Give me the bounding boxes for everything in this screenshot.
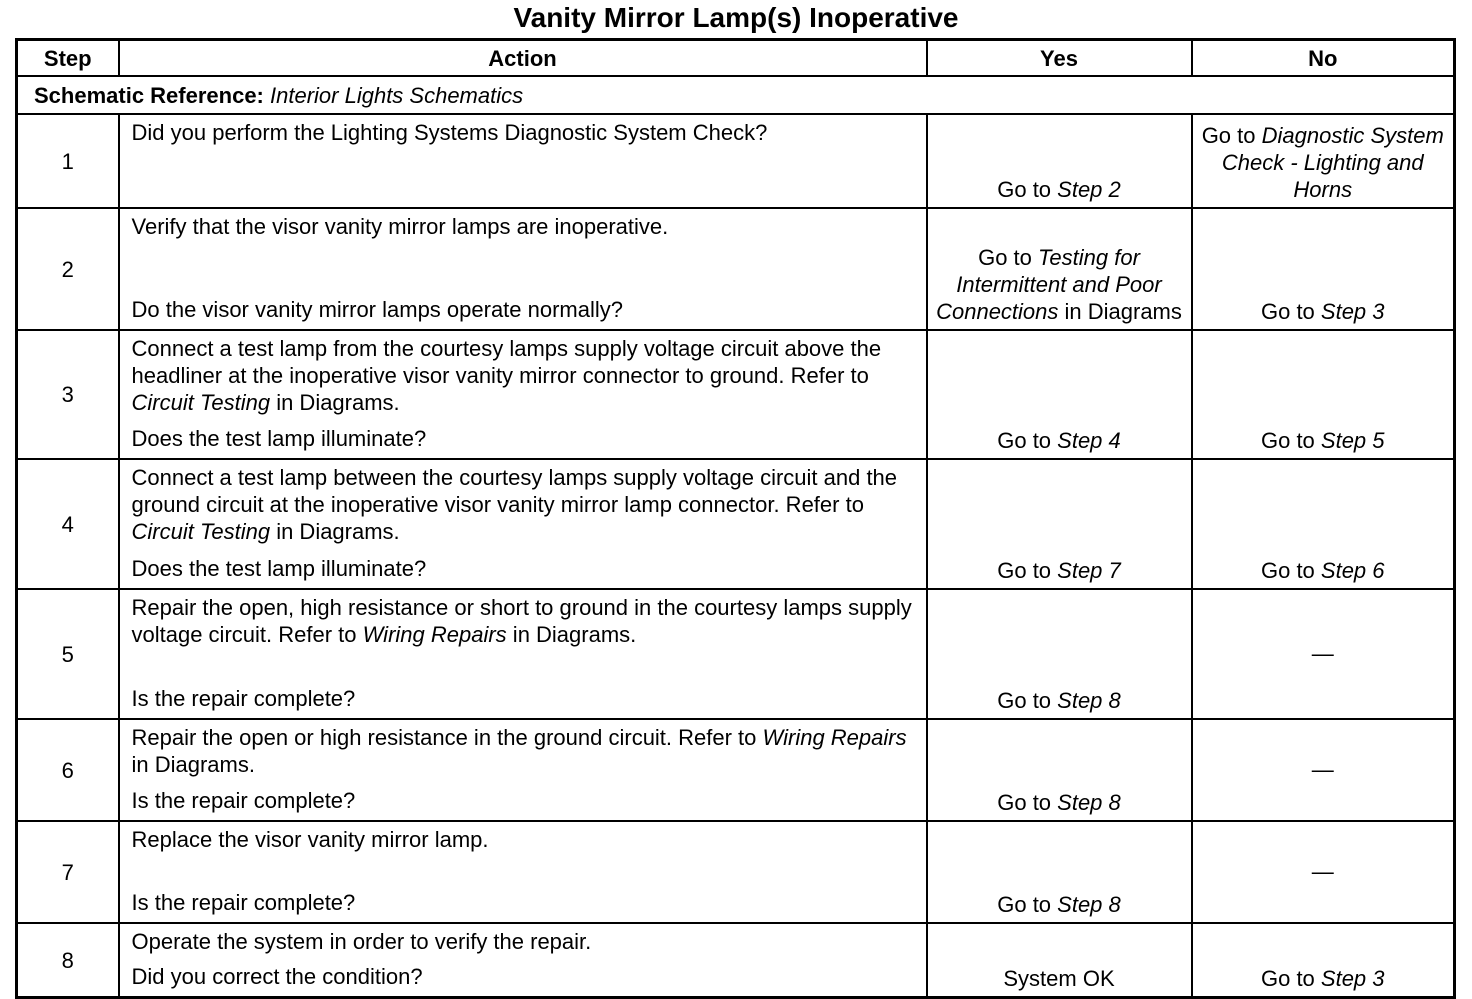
no-cell [1192,589,1455,719]
header-yes: Yes [927,40,1192,77]
yes-text: Go to [997,428,1058,453]
no-cell [1192,719,1455,821]
yes-cell [927,459,1192,589]
diagnostic-table [15,38,1456,999]
table-row [17,459,1455,589]
action-text: Connect a test lamp between the courtesy lamps supply voltage circuit and the ground circuit at the inoperative visor vanity mirror lamp connector. Refer to [131,465,898,517]
header-no: No [1192,40,1455,77]
step-number: 5 [17,589,119,719]
action-cell [119,821,927,923]
action-question [132,425,914,452]
action-text: Did you perform the Lighting Systems Diagnostic System Check? [131,120,768,145]
action-text: Repair the open or high resistance in the ground circuit. Refer to [131,725,763,750]
no-cell [1192,923,1455,998]
step-number: 6 [17,719,119,821]
table-row [17,208,1455,330]
action-content [132,594,914,712]
table-row [17,923,1455,998]
yes-text: Go to [997,892,1058,917]
schematic-reference-link[interactable]: Interior Lights Schematics [270,82,524,108]
action-text: Did you correct the condition? [131,964,423,989]
yes-reference-link[interactable]: Step 4 [1057,428,1121,453]
no-text: Go to [1260,558,1321,583]
action-question [132,889,914,916]
yes-text: Go to [997,558,1058,583]
action-text: in Diagrams. [270,519,400,544]
action-question [132,963,914,990]
no-reference-link[interactable]: Step 5 [1320,428,1385,453]
action-content [132,724,914,814]
action-text: Is the repair complete? [131,686,356,711]
page-title: Vanity Mirror Lamp(s) Inoperative [513,2,959,33]
step-number: 2 [17,208,119,330]
no-cell [1192,821,1455,923]
action-cell [119,114,927,208]
no-text: Go to [1260,966,1321,991]
yes-cell [927,821,1192,923]
no-text: Go to [1260,299,1321,324]
action-instruction [132,928,914,955]
action-text: Operate the system in order to verify the repair. [131,929,592,954]
action-reference-link[interactable]: Circuit Testing [131,519,271,544]
no-action-dash: — [1311,756,1334,782]
action-instruction [132,594,914,648]
table-row [17,114,1455,208]
action-instruction [132,335,914,416]
action-content [132,464,914,582]
yes-text: in Diagrams [1058,299,1182,324]
action-text: in Diagrams. [270,390,400,415]
yes-text: Go to [997,790,1058,815]
yes-reference-link[interactable]: Step 8 [1057,790,1121,815]
no-action-dash: — [1311,858,1334,884]
action-reference-link[interactable]: Circuit Testing [131,390,271,415]
step-number: 3 [17,330,119,459]
action-text: Repair the open, high resistance or short to ground in the courtesy lamps supply voltage circuit. Refer to [131,595,912,647]
schematic-reference-row [17,76,1455,114]
no-reference-link[interactable]: Step 3 [1320,299,1385,324]
header-row [17,40,1455,77]
action-content [132,119,914,201]
header-action: Action [119,40,927,77]
table-row [17,589,1455,719]
action-cell [119,589,927,719]
action-text: Is the repair complete? [131,788,356,813]
action-cell [119,923,927,998]
step-number: 1 [17,114,119,208]
action-text: Verify that the visor vanity mirror lamps are inoperative. [131,214,669,239]
yes-reference-link[interactable]: Step 2 [1057,177,1121,202]
yes-text: System OK [1003,966,1115,991]
action-question [132,555,914,582]
yes-cell [927,719,1192,821]
table-row [17,821,1455,923]
action-content [132,213,914,323]
yes-text: Go to [997,177,1058,202]
action-text: Do the visor vanity mirror lamps operate normally? [131,297,624,322]
no-cell [1192,114,1455,208]
step-number: 8 [17,923,119,998]
action-text: Connect a test lamp from the courtesy lamps supply voltage circuit above the headliner at the inoperative visor vanity mirror connector to ground. Refer to [131,336,882,388]
step-number: 4 [17,459,119,589]
schematic-reference [17,76,1455,114]
action-cell [119,208,927,330]
action-question [132,685,914,712]
yes-reference-link[interactable]: Testing for Intermittent and Poor Connections [936,245,1162,324]
no-text: Go to [1201,123,1262,148]
action-question [132,787,914,814]
yes-cell [927,114,1192,208]
action-text: Does the test lamp illuminate? [131,426,427,451]
no-text: Go to [1260,428,1321,453]
action-text: in Diagrams. [506,622,637,647]
action-text: Is the repair complete? [131,890,356,915]
action-reference-link[interactable]: Wiring Repairs [362,622,507,647]
no-reference-link[interactable]: Diagnostic System Check - Lighting and Horns [1221,123,1444,202]
action-cell [119,459,927,589]
yes-reference-link[interactable]: Step 7 [1057,558,1121,583]
schematic-reference-label: Schematic Reference: [34,82,264,108]
no-cell [1192,330,1455,459]
yes-cell [927,208,1192,330]
yes-text: Go to [997,688,1058,713]
action-instruction [132,826,914,853]
no-reference-link[interactable]: Step 6 [1320,558,1385,583]
action-instruction [132,119,914,146]
action-text: Does the test lamp illuminate? [131,556,427,581]
action-content [132,335,914,452]
header-step: Step [17,40,119,77]
no-cell [1192,208,1455,330]
action-instruction [132,724,914,778]
action-content [132,826,914,916]
yes-cell [927,923,1192,998]
no-action-dash: — [1311,640,1334,666]
yes-text: Go to [978,245,1038,270]
step-number: 7 [17,821,119,923]
yes-cell [927,589,1192,719]
no-reference-link[interactable]: Step 3 [1320,966,1385,991]
table-row [17,330,1455,459]
yes-reference-link[interactable]: Step 8 [1057,688,1121,713]
action-content [132,928,914,990]
action-instruction [132,213,914,240]
action-text: in Diagrams. [131,752,255,777]
yes-reference-link[interactable]: Step 8 [1057,892,1121,917]
action-text: Replace the visor vanity mirror lamp. [131,827,489,852]
action-cell [119,330,927,459]
action-cell [119,719,927,821]
action-instruction [132,464,914,545]
yes-cell [927,330,1192,459]
action-question [132,296,914,323]
no-cell [1192,459,1455,589]
table-row [17,719,1455,821]
action-reference-link[interactable]: Wiring Repairs [762,725,907,750]
